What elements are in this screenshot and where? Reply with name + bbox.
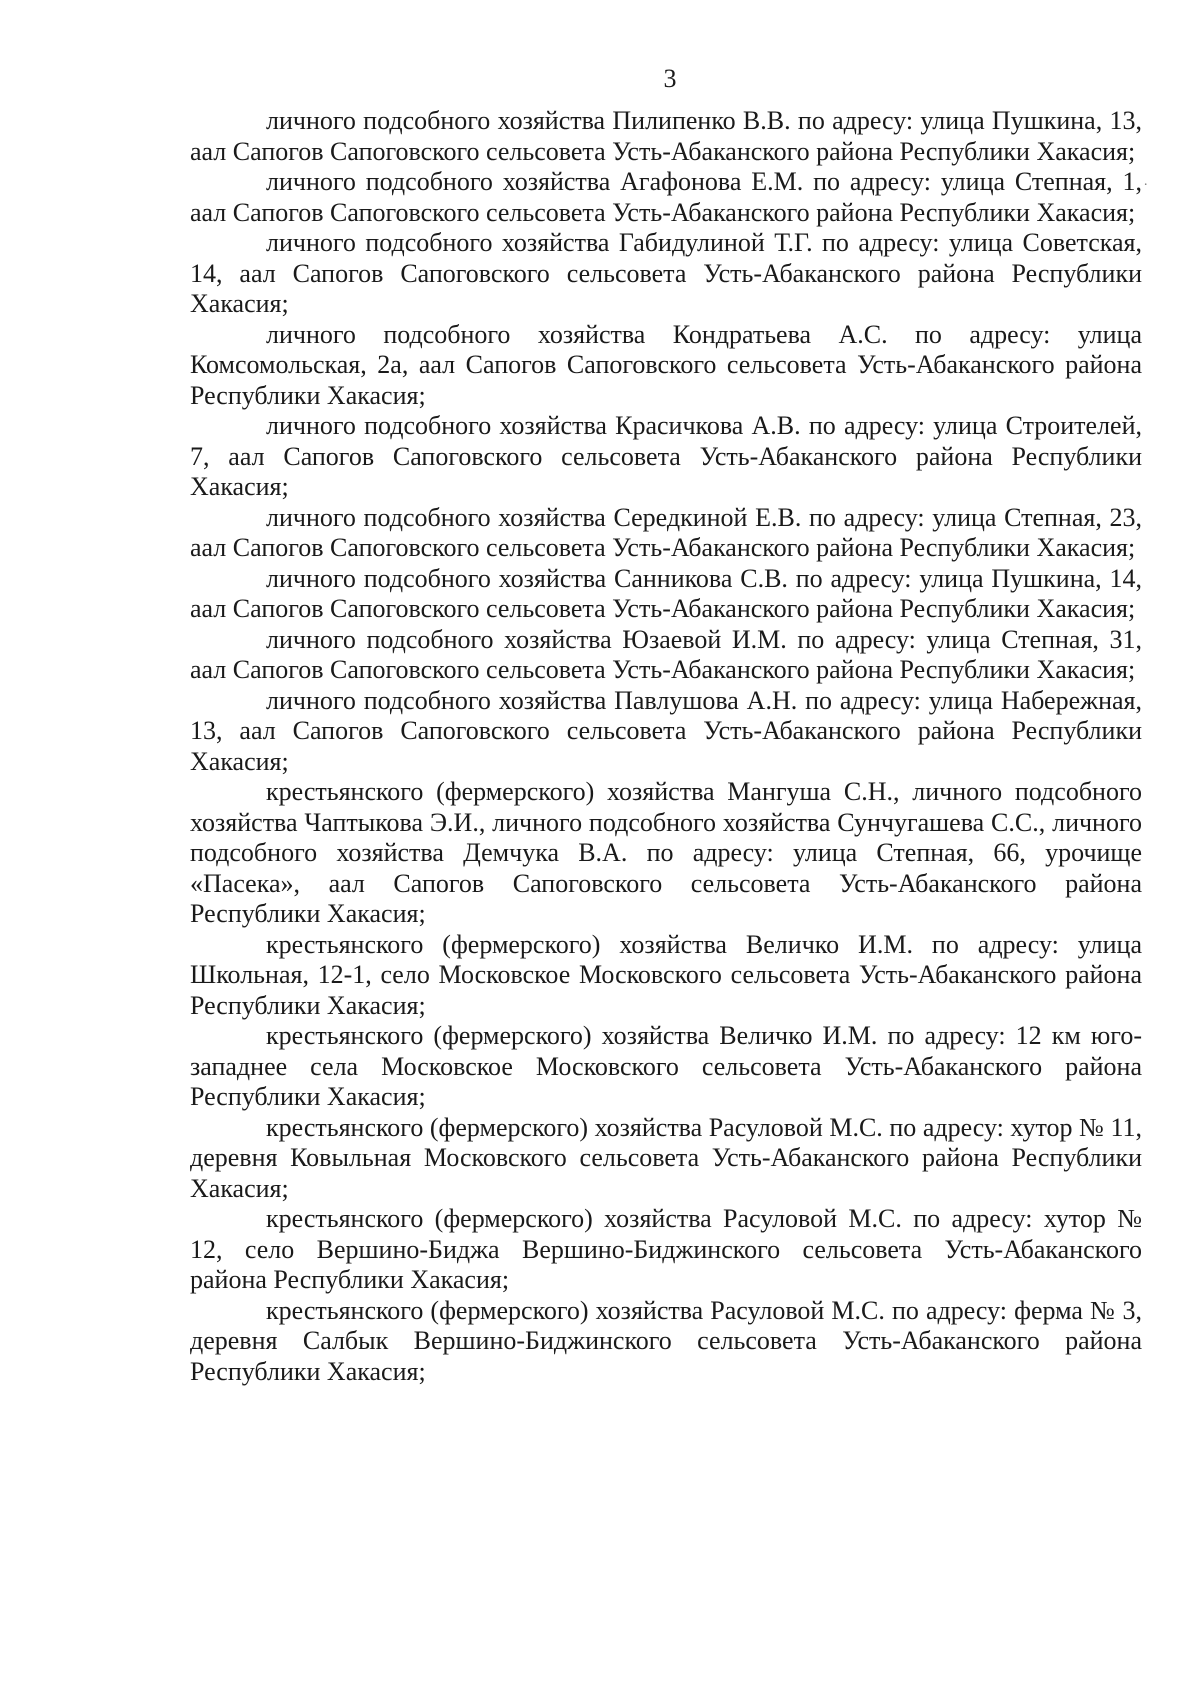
- scan-mark: ·: [1143, 178, 1148, 193]
- list-item: крестьянского (фермерского) хозяйства Расуловой М.С. по адресу: ферма № 3, деревня Салбык Вершино-Биджинского сельсовета Усть-Абаканского района Республики Хакасия;: [190, 1295, 1142, 1386]
- document-body: [190, 106, 1142, 1387]
- list-item: личного подсобного хозяйства Юзаевой И.М. по адресу: улица Степная, 31, аал Сапогов Сапоговского сельсовета Усть-Абаканского района Республики Хакасия;: [190, 624, 1142, 684]
- list-item: личного подсобного хозяйства Красичкова А.В. по адресу: улица Строителей, 7, аал Сапогов Сапоговского сельсовета Усть-Абаканского района Республики Хакасия;: [190, 411, 1142, 501]
- list-item: крестьянского (фермерского) хозяйства Расуловой М.С. по адресу: хутор № 11, деревня Ковыльная Московского сельсовета Усть-Абаканского района Республики Хакасия;: [190, 1112, 1142, 1203]
- list-item: личного подсобного хозяйства Агафонова Е.М. по адресу: улица Степная, 1, аал Сапогов Сапоговского сельсовета Усть-Абаканского района Республики Хакасия;: [190, 167, 1142, 227]
- list-item: личного подсобного хозяйства Пилипенко В.В. по адресу: улица Пушкина, 13, аал Сапогов Сапоговского сельсовета Усть-Абаканского района Республики Хакасия;: [190, 106, 1142, 166]
- list-item: личного подсобного хозяйства Павлушова А.Н. по адресу: улица Набережная, 13, аал Сапогов Сапоговского сельсовета Усть-Абаканского района Республики Хакасия;: [190, 685, 1142, 776]
- list-item: крестьянского (фермерского) хозяйства Величко И.М. по адресу: улица Школьная, 12-1, село Московское Московского сельсовета Усть-Абаканского района Республики Хакасия;: [190, 929, 1142, 1020]
- list-item: личного подсобного хозяйства Санникова С.В. по адресу: улица Пушкина, 14, аал Сапогов Сапоговского сельсовета Усть-Абаканского района Республики Хакасия;: [190, 563, 1142, 623]
- page-number: 3: [663, 64, 677, 93]
- list-item: крестьянского (фермерского) хозяйства Величко И.М. по адресу: 12 км юго-западнее села Московское Московского сельсовета Усть-Абаканского района Республики Хакасия;: [190, 1021, 1142, 1111]
- list-item: личного подсобного хозяйства Габидулиной Т.Г. по адресу: улица Советская, 14, аал Сапогов Сапоговского сельсовета Усть-Абаканского района Республики Хакасия;: [190, 228, 1142, 318]
- list-item: личного подсобного хозяйства Кондратьева А.С. по адресу: улица Комсомольская, 2а, аал Сапогов Сапоговского сельсовета Усть-Абаканского района Республики Хакасия;: [190, 319, 1142, 410]
- list-item: крестьянского (фермерского) хозяйства Мангуша С.Н., личного подсобного хозяйства Чаптыкова Э.И., личного подсобного хозяйства Сунчугашева С.С., личного подсобного хозяйства Демчука В.А. по адресу: улица Степная, 66, урочище «Пасека», аал Сапогов Сапоговского сельсовета Усть-Абаканского района Республики Хакасия;: [190, 777, 1142, 928]
- list-item: крестьянского (фермерского) хозяйства Расуловой М.С. по адресу: хутор № 12, село Вершино-Биджа Вершино-Биджинского сельсовета Усть-Абаканского района Республики Хакасия;: [190, 1204, 1142, 1294]
- list-item: личного подсобного хозяйства Середкиной Е.В. по адресу: улица Степная, 23, аал Сапогов Сапоговского сельсовета Усть-Абаканского района Республики Хакасия;: [190, 502, 1142, 562]
